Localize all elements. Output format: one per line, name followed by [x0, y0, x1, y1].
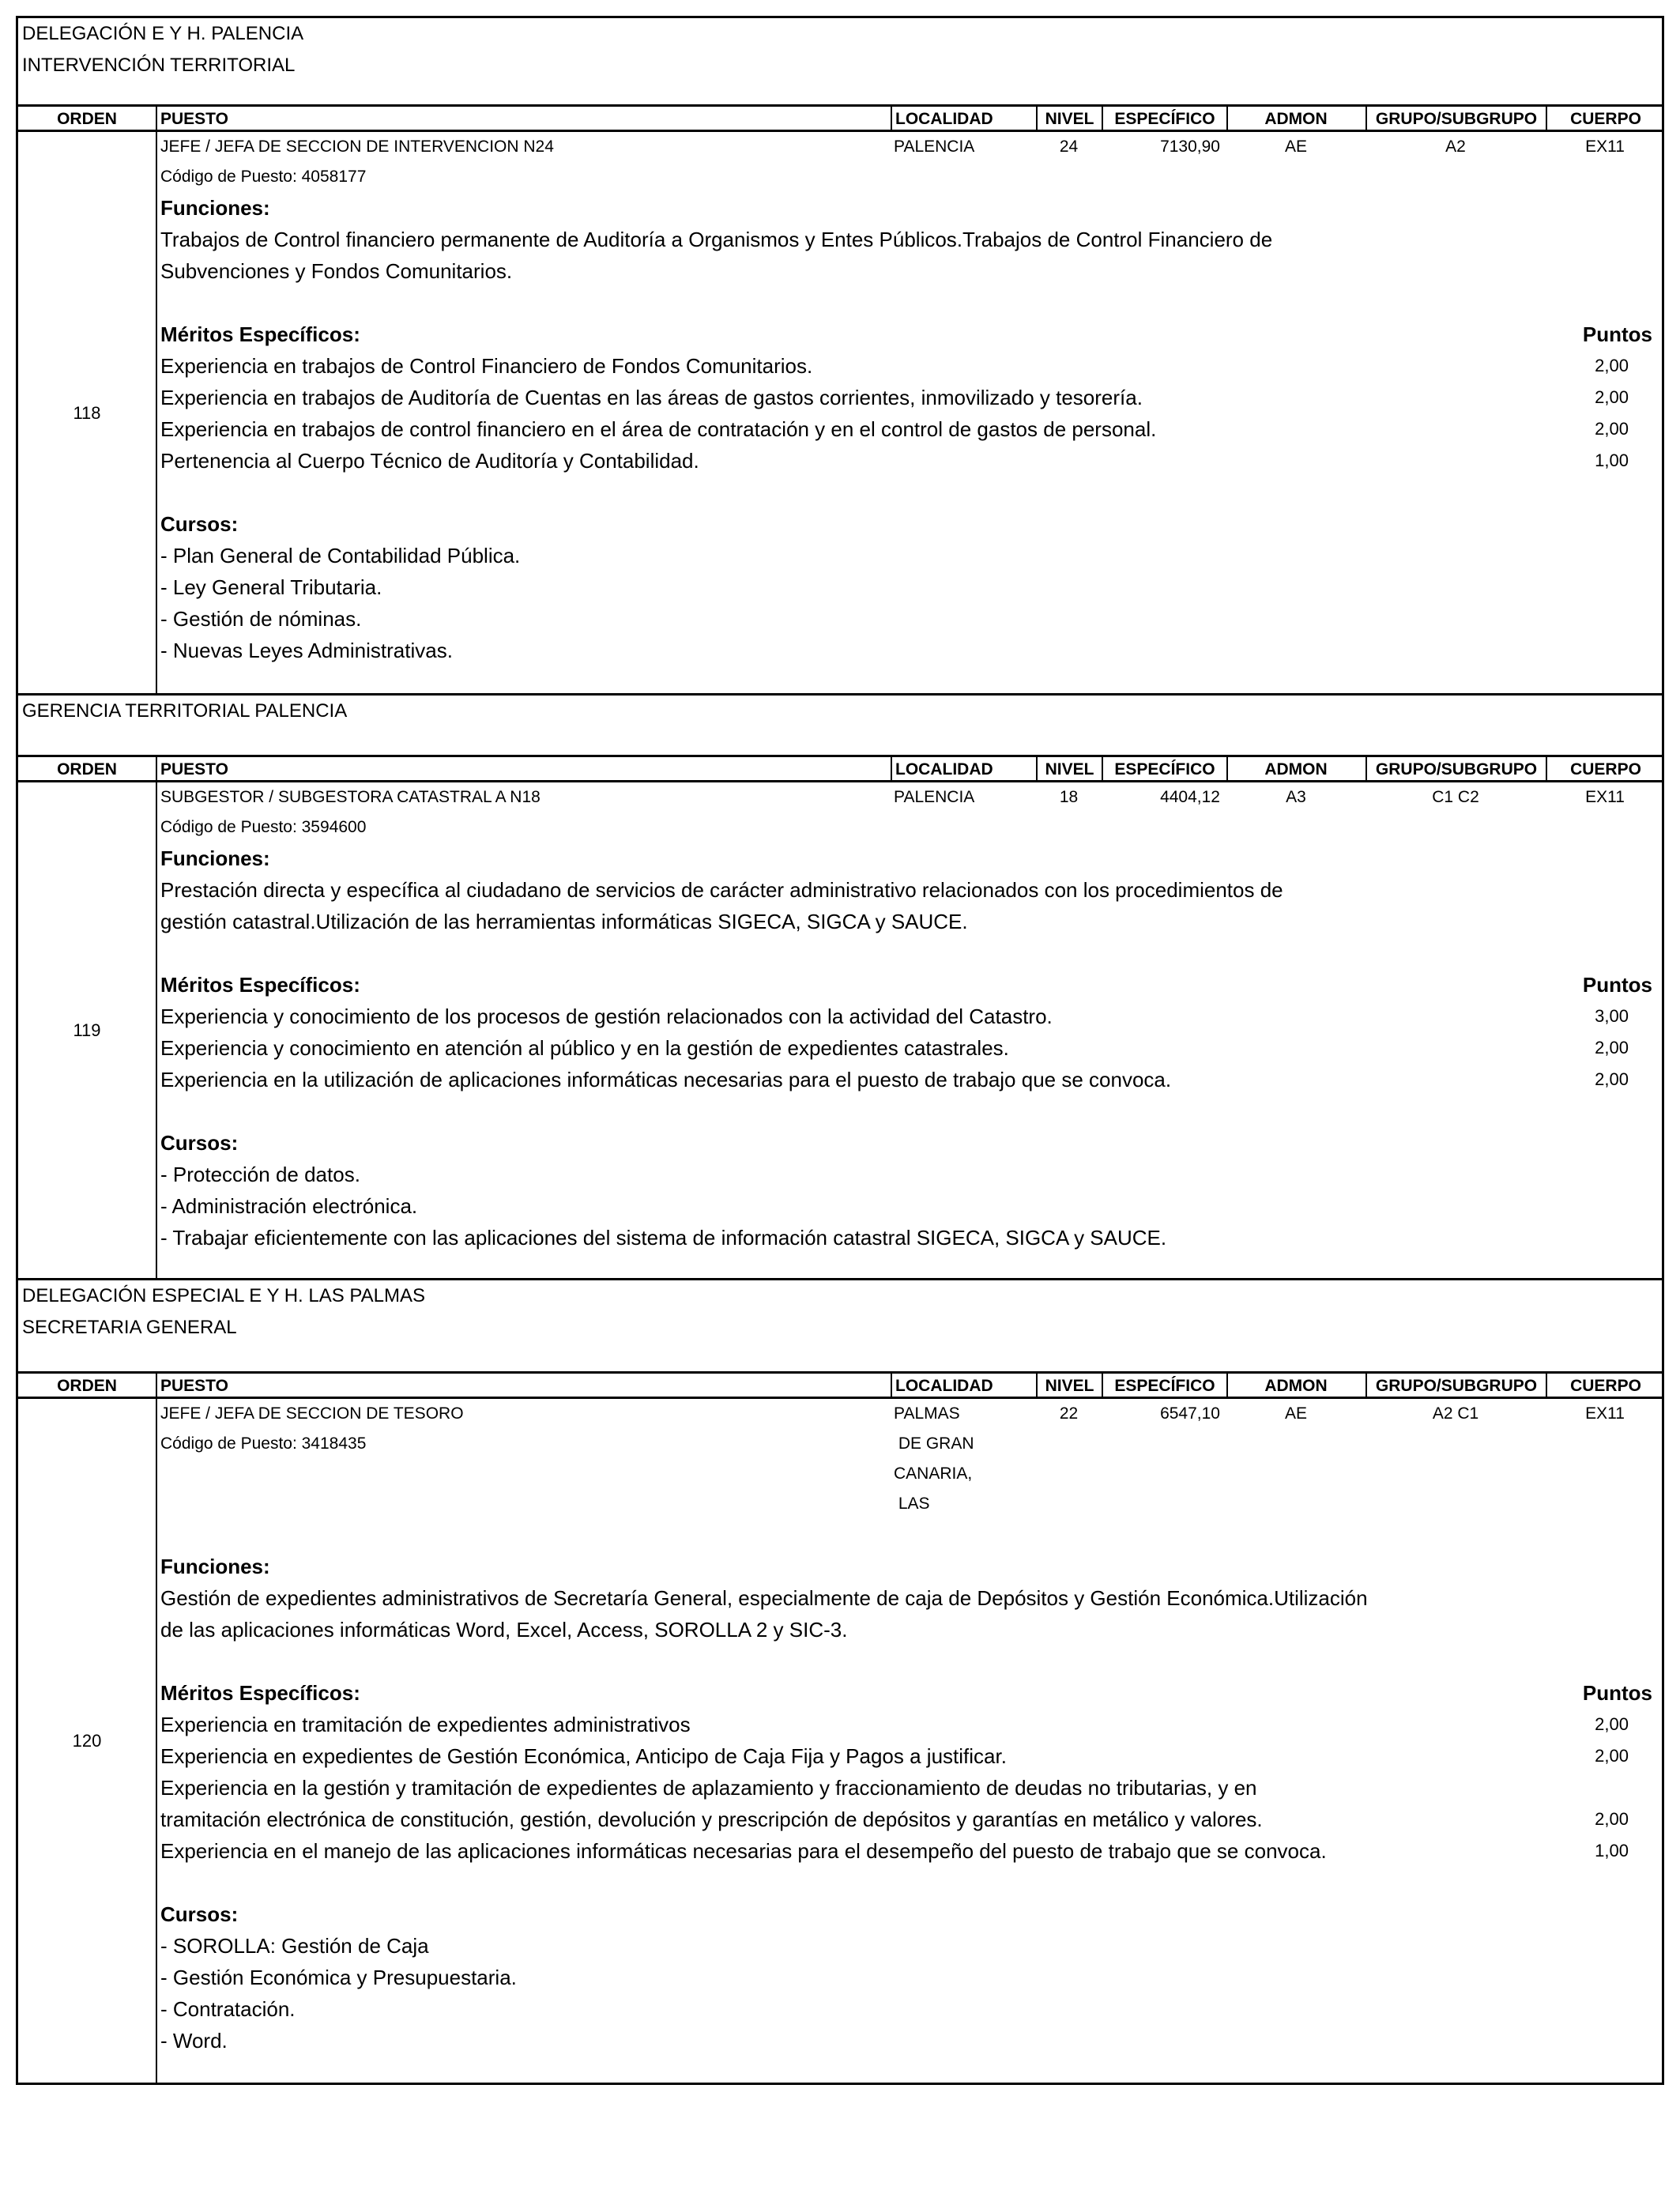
column-header-admon: ADMON: [1264, 1377, 1328, 1395]
localidad-value: DE GRAN: [894, 1434, 974, 1453]
merito-text: Experiencia y conocimiento de los procesos de gestión relacionados con la actividad del Catastro.: [160, 1005, 1053, 1028]
curso-item: - Nuevas Leyes Administrativas.: [160, 639, 453, 662]
column-header-orden: ORDEN: [57, 1377, 117, 1395]
grupo-value: A2 C1: [1432, 1404, 1479, 1423]
column-header-localidad: LOCALIDAD: [891, 1374, 1036, 1397]
curso-item: - SOROLLA: Gestión de Caja: [160, 1934, 429, 1958]
admon-value: AE: [1284, 138, 1307, 156]
column-header-grupo: GRUPO/SUBGRUPO: [1365, 107, 1546, 130]
column-header-grupo: GRUPO/SUBGRUPO: [1365, 757, 1546, 780]
puntos-label: Puntos: [1582, 973, 1652, 997]
column-header-localidad: LOCALIDAD: [891, 757, 1036, 780]
merito-text: Experiencia y conocimiento en atención al público y en la gestión de expedientes catastrales.: [160, 1036, 1009, 1060]
column-header-cuerpo: CUERPO: [1546, 757, 1664, 780]
curso-item: - Plan General de Contabilidad Pública.: [160, 544, 521, 567]
column-header-admon: ADMON: [1264, 110, 1328, 128]
merito-points: 2,00: [1595, 419, 1629, 439]
puntos-label: Puntos: [1582, 322, 1652, 346]
merito-text: Experiencia en trabajos de control financiero en el área de contratación y en el control de gastos de personal.: [160, 417, 1157, 441]
section-title-line: DELEGACIÓN E Y H. PALENCIA: [22, 23, 304, 44]
column-header-cuerpo: CUERPO: [1546, 1374, 1664, 1397]
column-header-especifico: ESPECÍFICO: [1102, 757, 1226, 780]
funciones-label: Funciones:: [160, 846, 270, 870]
column-header-row: [18, 757, 1662, 782]
cursos-label: Cursos:: [160, 512, 239, 536]
meritos-label: Méritos Específicos:: [160, 973, 360, 997]
cuerpo-value: EX11: [1585, 1404, 1625, 1423]
merito-points: 2,00: [1595, 1714, 1629, 1734]
column-header-especifico: ESPECÍFICO: [1102, 1374, 1226, 1397]
column-header-localidad: LOCALIDAD: [891, 107, 1036, 130]
localidad-value: CANARIA,: [894, 1465, 973, 1483]
orden-value: 118: [73, 402, 101, 423]
orden-value: 119: [73, 1020, 101, 1040]
merito-points: 1,00: [1595, 1841, 1629, 1860]
column-header-grupo: GRUPO/SUBGRUPO: [1365, 1374, 1546, 1397]
funciones-text: Prestación directa y específica al ciudadano de servicios de carácter administrativo relacionados con los procedimientos de: [160, 878, 1283, 902]
localidad-value: LAS: [894, 1495, 930, 1513]
grupo-value: A2: [1445, 138, 1466, 156]
column-header-admon: ADMON: [1264, 760, 1328, 778]
merito-text: Pertenencia al Cuerpo Técnico de Auditoría y Contabilidad.: [160, 449, 699, 473]
funciones-text: de las aplicaciones informáticas Word, Excel, Access, SOROLLA 2 y SIC-3.: [160, 1618, 848, 1642]
merito-text: Experiencia en el manejo de las aplicaciones informáticas necesarias para el desempeño del puesto de trabajo que se convoca.: [160, 1839, 1327, 1863]
section-title-line: INTERVENCIÓN TERRITORIAL: [22, 55, 296, 76]
header-divider: [1226, 757, 1228, 780]
merito-points: 2,00: [1595, 1746, 1629, 1766]
cursos-label: Cursos:: [160, 1131, 239, 1155]
nivel-value: 24: [1059, 138, 1079, 156]
section-title-line: SECRETARIA GENERAL: [22, 1317, 237, 1338]
especifico-value: 6547,10: [1160, 1404, 1220, 1423]
orden-value: 120: [72, 1731, 102, 1751]
merito-points: 2,00: [1595, 1069, 1629, 1089]
section-title-line: GERENCIA TERRITORIAL PALENCIA: [22, 700, 348, 722]
puntos-label: Puntos: [1582, 1681, 1652, 1705]
column-header-orden: ORDEN: [57, 760, 117, 778]
puesto-title: JEFE / JEFA DE SECCION DE TESORO: [160, 1404, 464, 1423]
position-entry: [18, 782, 1662, 1280]
grupo-value: C1 C2: [1432, 788, 1479, 806]
localidad-value: PALMAS: [894, 1404, 960, 1423]
merito-text: Experiencia en trabajos de Auditoría de Cuentas en las áreas de gastos corrientes, inmovilizado y tesorería.: [160, 386, 1143, 409]
merito-points: 2,00: [1595, 1809, 1629, 1829]
section-title-line: DELEGACIÓN ESPECIAL E Y H. LAS PALMAS: [22, 1285, 425, 1306]
meritos-label: Méritos Específicos:: [160, 1681, 360, 1705]
column-header-puesto: PUESTO: [156, 107, 891, 130]
nivel-value: 22: [1059, 1404, 1079, 1423]
position-entry: [18, 132, 1662, 696]
puesto-title: JEFE / JEFA DE SECCION DE INTERVENCION N24: [160, 138, 554, 156]
cursos-label: Cursos:: [160, 1902, 239, 1926]
merito-points: 2,00: [1595, 1038, 1629, 1057]
puesto-title: SUBGESTOR / SUBGESTORA CATASTRAL A N18: [160, 788, 541, 806]
meritos-label: Méritos Específicos:: [160, 322, 360, 346]
curso-item: - Contratación.: [160, 1997, 296, 2021]
header-divider: [1226, 107, 1228, 130]
cuerpo-value: EX11: [1585, 138, 1625, 156]
merito-points: 2,00: [1595, 356, 1629, 375]
column-header-especifico: ESPECÍFICO: [1102, 107, 1226, 130]
column-header-nivel: NIVEL: [1036, 107, 1102, 130]
merito-text: Experiencia en trabajos de Control Financiero de Fondos Comunitarios.: [160, 354, 813, 378]
funciones-text: gestión catastral.Utilización de las herramientas informáticas SIGECA, SIGCA y SAUCE.: [160, 910, 968, 933]
column-header-row: [18, 1374, 1662, 1399]
funciones-label: Funciones:: [160, 196, 270, 220]
merito-points: 3,00: [1595, 1006, 1629, 1026]
merito-text: tramitación electrónica de constitución, gestión, devolución y prescripción de depósitos y garantías en metálico y valores.: [160, 1808, 1263, 1831]
section-header: [18, 18, 1662, 107]
curso-item: - Trabajar eficientemente con las aplicaciones del sistema de información catastral SIGECA, SIGCA y SAUCE.: [160, 1226, 1167, 1250]
document-table: [16, 16, 1664, 2085]
nivel-value: 18: [1059, 788, 1079, 806]
header-divider: [1226, 1374, 1228, 1397]
merito-text: Experiencia en expedientes de Gestión Económica, Anticipo de Caja Fija y Pagos a justificar.: [160, 1744, 1007, 1768]
merito-text: Experiencia en tramitación de expedientes administrativos: [160, 1713, 691, 1736]
curso-item: - Word.: [160, 2029, 228, 2053]
column-header-puesto: PUESTO: [156, 1374, 891, 1397]
especifico-value: 4404,12: [1160, 788, 1220, 806]
column-header-row: [18, 107, 1662, 132]
column-header-cuerpo: CUERPO: [1546, 107, 1664, 130]
merito-text: Experiencia en la utilización de aplicaciones informáticas necesarias para el puesto de trabajo que se convoca.: [160, 1068, 1172, 1091]
cuerpo-value: EX11: [1585, 788, 1625, 806]
codigo-puesto: Código de Puesto: 3594600: [160, 818, 367, 836]
localidad-value: PALENCIA: [894, 138, 975, 156]
merito-points: 2,00: [1595, 387, 1629, 407]
section-header: [18, 1280, 1662, 1374]
column-header-orden: ORDEN: [57, 110, 117, 128]
column-header-nivel: NIVEL: [1036, 757, 1102, 780]
codigo-puesto: Código de Puesto: 3418435: [160, 1434, 367, 1453]
column-header-nivel: NIVEL: [1036, 1374, 1102, 1397]
curso-item: - Gestión de nóminas.: [160, 607, 362, 631]
position-entry: [18, 1399, 1662, 2085]
funciones-text: Gestión de expedientes administrativos de Secretaría General, especialmente de caja de Depósitos y Gestión Económica.Utilización: [160, 1586, 1368, 1610]
merito-points: 1,00: [1595, 450, 1629, 470]
localidad-value: PALENCIA: [894, 788, 975, 806]
curso-item: - Administración electrónica.: [160, 1194, 418, 1218]
codigo-puesto: Código de Puesto: 4058177: [160, 168, 367, 186]
admon-value: A3: [1286, 788, 1306, 806]
section-header: [18, 696, 1662, 757]
column-header-puesto: PUESTO: [156, 757, 891, 780]
especifico-value: 7130,90: [1160, 138, 1220, 156]
curso-item: - Ley General Tributaria.: [160, 575, 382, 599]
funciones-text: Subvenciones y Fondos Comunitarios.: [160, 259, 513, 283]
funciones-label: Funciones:: [160, 1555, 270, 1578]
admon-value: AE: [1284, 1404, 1307, 1423]
curso-item: - Gestión Económica y Presupuestaria.: [160, 1966, 517, 1989]
funciones-text: Trabajos de Control financiero permanente de Auditoría a Organismos y Entes Públicos.Trabajos de Control Financiero de: [160, 228, 1273, 251]
curso-item: - Protección de datos.: [160, 1163, 360, 1186]
merito-text: Experiencia en la gestión y tramitación de expedientes de aplazamiento y fraccionamiento de deudas no tributarias, y en: [160, 1776, 1257, 1800]
